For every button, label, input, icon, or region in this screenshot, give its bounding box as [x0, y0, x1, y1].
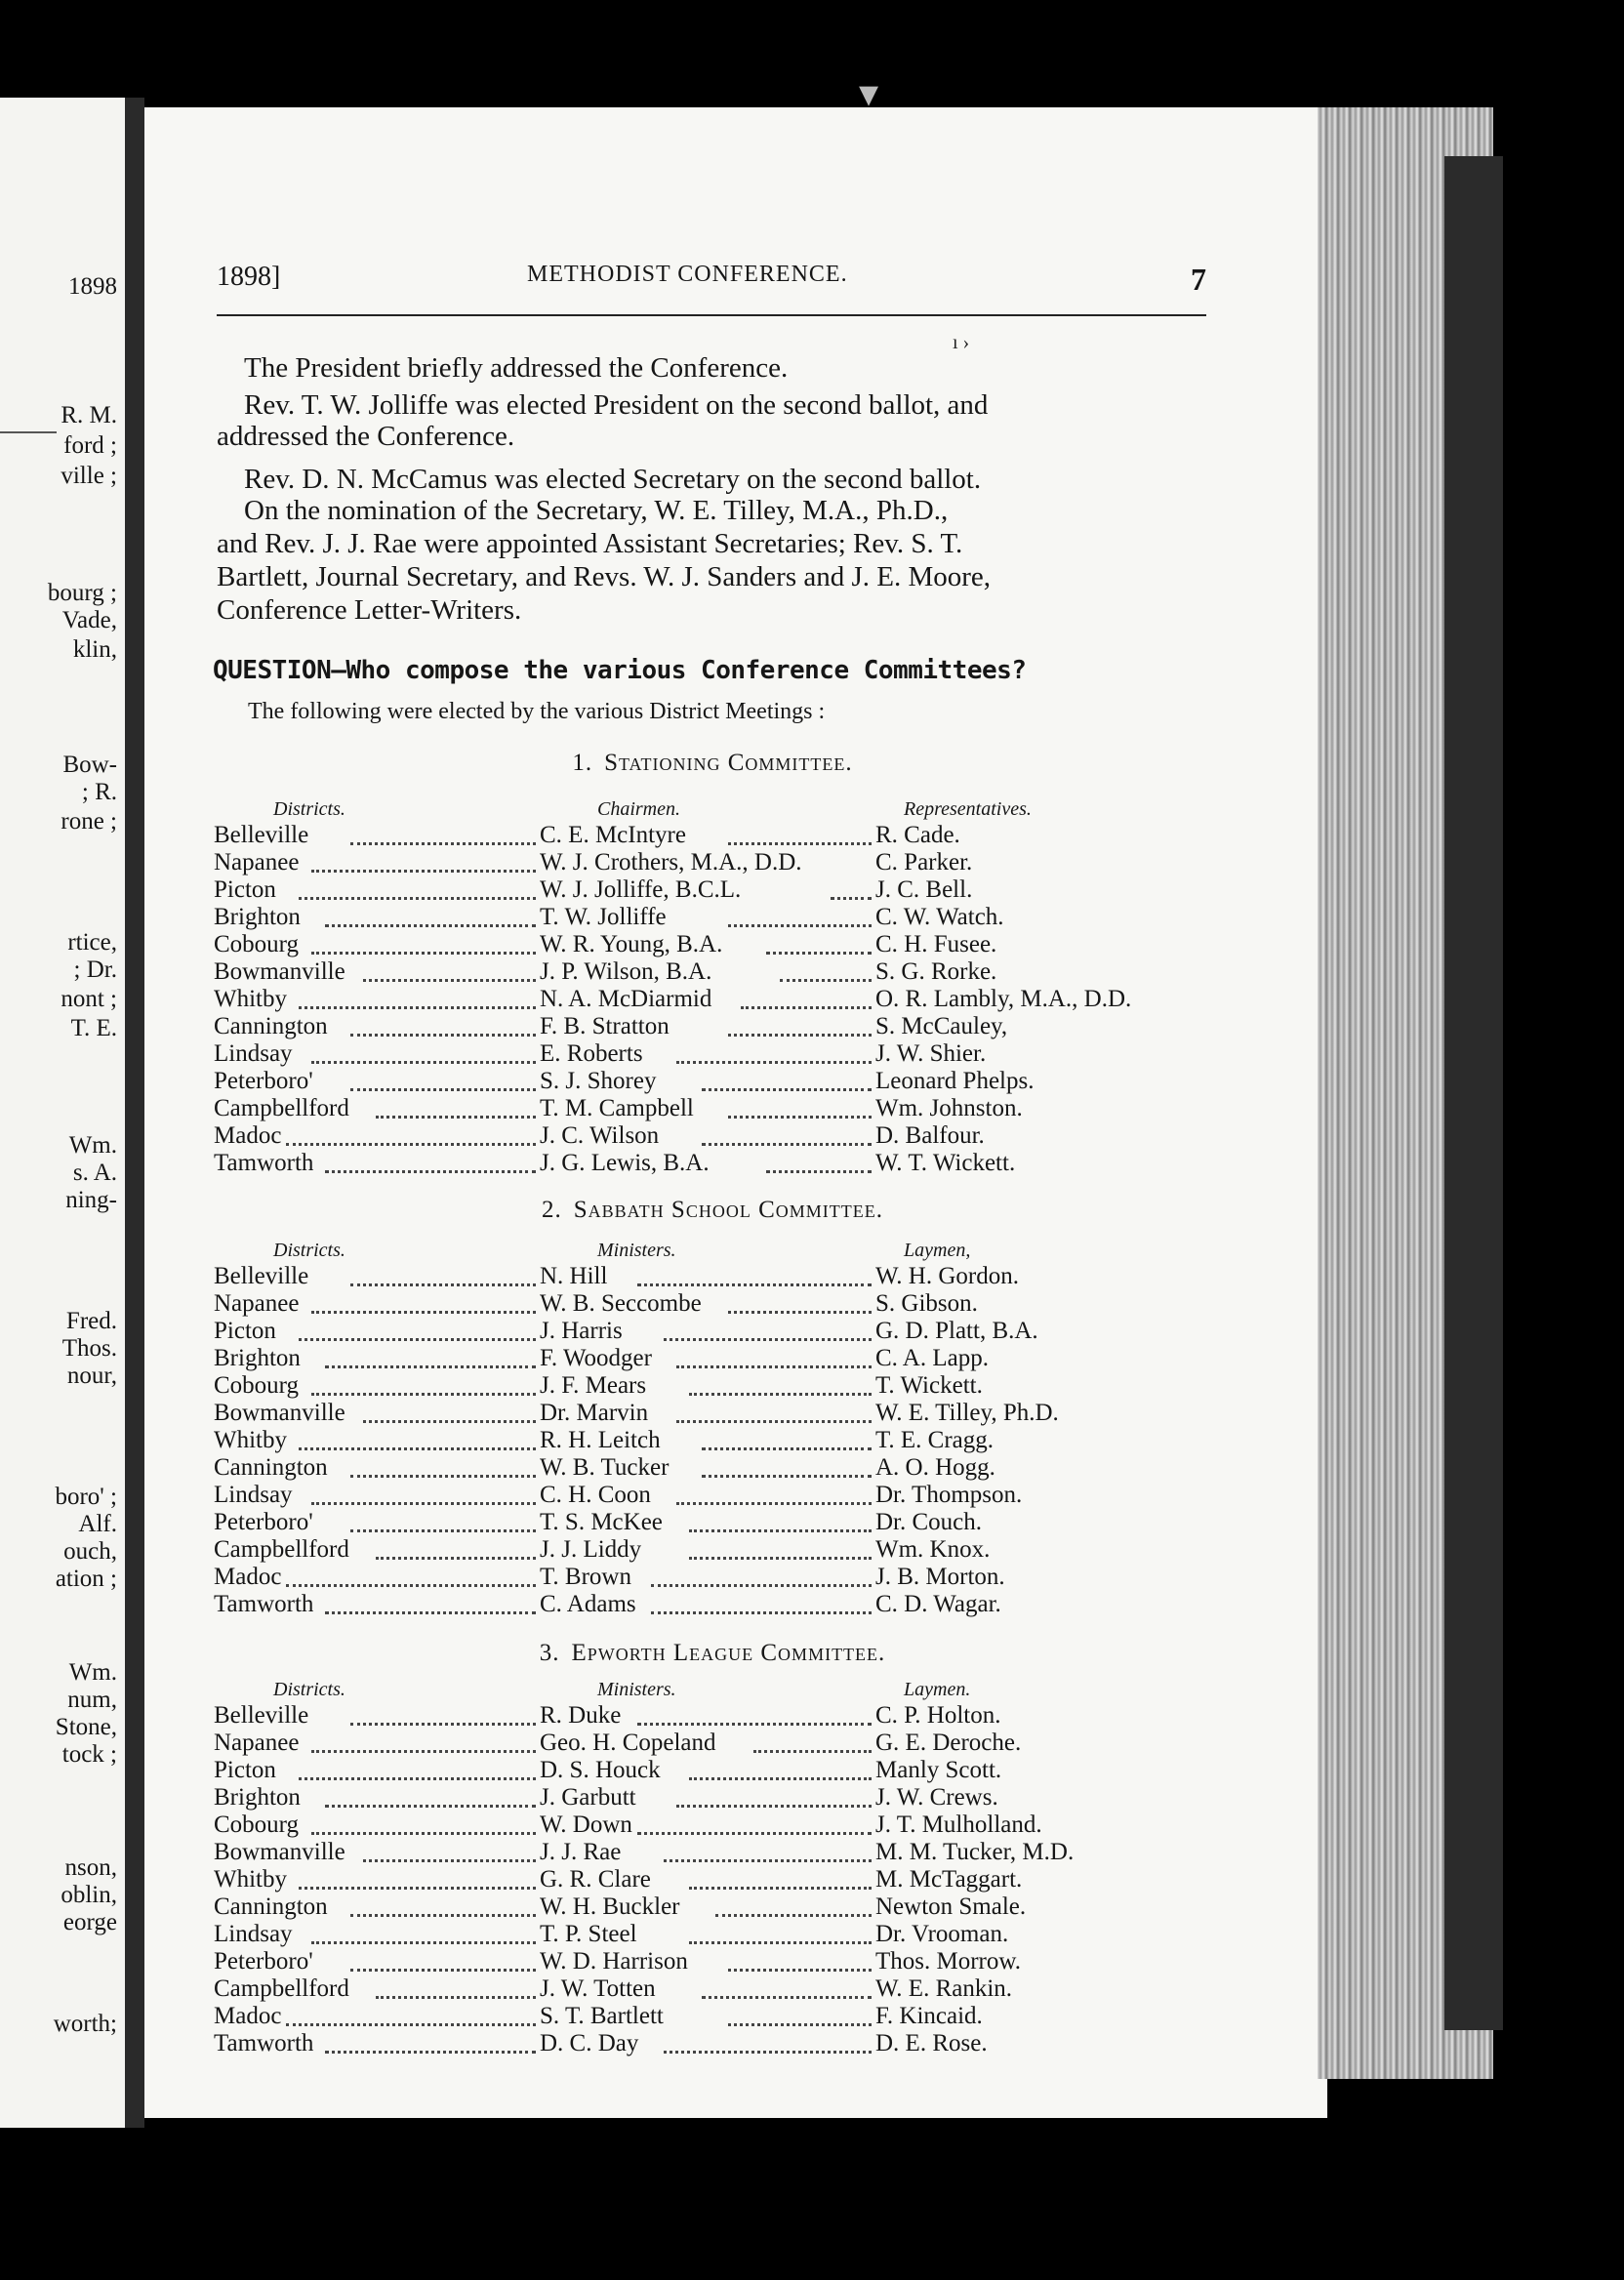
dot-leader: [299, 1859, 536, 1890]
dot-leader: [311, 1034, 536, 1064]
officer-cell: W. J. Crothers, M.A., D.D.: [540, 849, 802, 875]
paragraph-4-line-4: Conference Letter-Writers.: [217, 594, 522, 626]
dot-leader: [311, 1805, 536, 1835]
running-header: [217, 262, 1206, 303]
dot-leader: [689, 1365, 872, 1396]
dot-leader: [715, 1887, 872, 1917]
dot-leader: [311, 924, 536, 955]
district-cell: Peterboro': [214, 1509, 313, 1535]
dot-leader: [689, 1750, 872, 1780]
committee-number: 1.: [572, 750, 593, 776]
representative-cell: D. E. Rose.: [875, 2030, 988, 2056]
previous-page-fragment: Wm.: [68, 1132, 117, 1159]
officer-cell: W. Down: [540, 1812, 632, 1838]
officer-cell: C. H. Coon: [540, 1482, 651, 1508]
dot-leader: [350, 1447, 536, 1478]
paragraph-4-line-3: Bartlett, Journal Secretary, and Revs. W. J. Sanders and J. E. Moore,: [217, 561, 992, 592]
representative-cell: A. O. Hogg.: [875, 1454, 995, 1481]
representative-cell: C. H. Fusee.: [875, 931, 997, 957]
representative-cell: R. Cade.: [875, 822, 960, 848]
representative-cell: W. H. Gordon.: [875, 1263, 1019, 1289]
dot-leader: [311, 1914, 536, 1944]
representative-cell: Dr. Thompson.: [875, 1482, 1023, 1508]
table-row: [214, 1591, 1209, 1618]
district-cell: Napanee: [214, 1730, 300, 1756]
paragraph-4-line-2: and Rev. J. J. Rae were appointed Assistant Secretaries; Rev. S. T.: [217, 528, 963, 559]
dot-leader: [728, 815, 872, 845]
dot-leader: [702, 1116, 872, 1146]
table-row: [214, 1150, 1209, 1177]
dot-leader: [350, 815, 536, 845]
previous-page-fragment: ning-: [65, 1187, 117, 1213]
committee-number: 3.: [539, 1640, 560, 1666]
district-cell: Brighton: [214, 904, 301, 930]
previous-page-fragment: boro' ;: [55, 1484, 117, 1510]
district-cell: Lindsay: [214, 1921, 293, 1947]
previous-page-rule: [0, 431, 57, 433]
officer-cell: J. G. Lewis, B.A.: [540, 1150, 710, 1176]
dot-leader: [664, 1832, 872, 1862]
officer-cell: J. Garbutt: [540, 1784, 636, 1811]
dot-leader: [741, 979, 872, 1009]
previous-page-fragment: ville ;: [61, 463, 117, 489]
dot-leader: [350, 1941, 536, 1972]
representative-cell: Wm. Knox.: [875, 1536, 991, 1563]
previous-page-fragment: ation ;: [55, 1566, 117, 1592]
representative-cell: J. T. Mulholland.: [875, 1812, 1042, 1838]
dot-leader: [651, 1557, 872, 1587]
district-cell: Belleville: [214, 822, 309, 848]
header-rule: [217, 314, 1206, 316]
dot-leader: [376, 1529, 536, 1560]
committee-name: Epworth League Committee.: [571, 1640, 886, 1666]
representative-cell: T. Wickett.: [875, 1372, 983, 1399]
officer-cell: C. Adams: [540, 1591, 636, 1617]
officer-cell: Geo. H. Copeland: [540, 1730, 716, 1756]
dot-leader: [363, 1393, 536, 1423]
previous-page-fragment: ; Dr.: [73, 957, 117, 983]
district-cell: Picton: [214, 1318, 276, 1344]
committee-title: [0, 1197, 1425, 1224]
district-cell: Picton: [214, 876, 276, 903]
previous-page-fragment: Thos.: [61, 1335, 117, 1362]
district-cell: Bowmanville: [214, 1839, 345, 1865]
dot-leader: [676, 1777, 872, 1808]
dot-leader: [350, 1502, 536, 1532]
dot-leader: [780, 952, 872, 982]
officer-cell: S. T. Bartlett: [540, 2003, 664, 2029]
officer-cell: D. C. Day: [540, 2030, 639, 2056]
district-cell: Campbellford: [214, 1536, 349, 1563]
dot-leader: [676, 1393, 872, 1423]
dot-leader: [689, 1529, 872, 1560]
column-header: Ministers.: [597, 1679, 676, 1700]
district-cell: Campbellford: [214, 1975, 349, 2002]
dot-leader: [753, 1723, 872, 1753]
representative-cell: S. McCauley,: [875, 1013, 1008, 1039]
committee-name: Stationing Committee.: [604, 750, 853, 776]
dot-leader: [689, 1914, 872, 1944]
dot-leader: [702, 1061, 872, 1091]
representative-cell: J. B. Morton.: [875, 1564, 1005, 1590]
dot-leader: [728, 1283, 872, 1314]
district-cell: Cobourg: [214, 1372, 300, 1399]
representative-cell: T. E. Cragg.: [875, 1427, 995, 1453]
officer-cell: J. Harris: [540, 1318, 623, 1344]
officer-cell: J. P. Wilson, B.A.: [540, 958, 712, 985]
dot-leader: [728, 1006, 872, 1037]
dot-leader: [350, 1256, 536, 1286]
dot-leader: [325, 1777, 536, 1808]
representative-cell: J. C. Bell.: [875, 876, 973, 903]
officer-cell: F. B. Stratton: [540, 1013, 670, 1039]
officer-cell: C. E. McIntyre: [540, 822, 686, 848]
district-cell: Whitby: [214, 1866, 287, 1893]
representative-cell: J. W. Crews.: [875, 1784, 998, 1811]
district-cell: Lindsay: [214, 1482, 293, 1508]
officer-cell: W. B. Seccombe: [540, 1290, 702, 1317]
district-cell: Bowmanville: [214, 958, 345, 985]
previous-page-fragment: Wm.: [68, 1659, 117, 1686]
paragraph-1: The President briefly addressed the Conference.: [244, 352, 789, 384]
intro-line: The following were elected by the various District Meetings :: [248, 699, 826, 724]
representative-cell: Leonard Phelps.: [875, 1068, 1035, 1094]
dot-leader: [299, 1750, 536, 1780]
header-title: METHODIST CONFERENCE.: [527, 262, 848, 287]
dot-leader: [325, 1143, 536, 1173]
column-header: Ministers.: [597, 1240, 676, 1261]
district-cell: Picton: [214, 1757, 276, 1783]
paragraph-3: Rev. D. N. McCamus was elected Secretary on the second ballot.: [244, 464, 982, 495]
officer-cell: E. Roberts: [540, 1040, 643, 1067]
previous-page-fragment: rtice,: [67, 929, 117, 956]
dot-leader: [766, 1143, 872, 1173]
officer-cell: W. D. Harrison: [540, 1948, 688, 1975]
officer-cell: J. F. Mears: [540, 1372, 647, 1399]
book-gutter: [125, 98, 144, 2128]
representative-cell: Dr. Couch.: [875, 1509, 983, 1535]
officer-cell: J. W. Totten: [540, 1975, 656, 2002]
previous-page-fragment: Stone,: [55, 1714, 117, 1740]
dot-leader: [637, 1695, 872, 1726]
column-header: Laymen,: [904, 1240, 971, 1261]
dot-leader: [376, 1088, 536, 1119]
previous-page-fragment: rone ;: [61, 808, 117, 835]
dot-leader: [350, 1887, 536, 1917]
dot-leader: [676, 1034, 872, 1064]
officer-cell: T. P. Steel: [540, 1921, 637, 1947]
dot-leader: [728, 897, 872, 927]
district-cell: Lindsay: [214, 1040, 293, 1067]
question-heading: QUESTION—Who compose the various Conference Committees?: [213, 656, 1027, 685]
officer-cell: T. M. Campbell: [540, 1095, 694, 1121]
table-row: [214, 2030, 1209, 2057]
previous-page-fragment: s. A.: [72, 1160, 117, 1186]
pencil-mark: ı ›: [953, 332, 970, 353]
dot-leader: [350, 1061, 536, 1091]
previous-page-fragment: ford ;: [63, 432, 117, 459]
column-header: Laymen.: [904, 1679, 971, 1700]
dot-leader: [299, 979, 536, 1009]
representative-cell: C. W. Watch.: [875, 904, 1004, 930]
representative-cell: J. W. Shier.: [875, 1040, 987, 1067]
officer-cell: G. R. Clare: [540, 1866, 651, 1893]
district-cell: Belleville: [214, 1263, 309, 1289]
representative-cell: Wm. Johnston.: [875, 1095, 1023, 1121]
officer-cell: D. S. Houck: [540, 1757, 661, 1783]
column-header: Districts.: [273, 1240, 345, 1261]
district-cell: Peterboro': [214, 1948, 313, 1975]
previous-page-fragment: oblin,: [61, 1882, 117, 1908]
representative-cell: C. A. Lapp.: [875, 1345, 989, 1371]
previous-page-fragment: nont ;: [61, 986, 117, 1012]
previous-page-fragment: Bow-: [62, 752, 117, 778]
dot-leader: [286, 1557, 536, 1587]
committee-title: [0, 750, 1425, 777]
district-cell: Peterboro': [214, 1068, 313, 1094]
column-header: Districts.: [273, 798, 345, 820]
representative-cell: G. E. Deroche.: [875, 1730, 1022, 1756]
dot-leader: [286, 1996, 536, 2026]
previous-page-fragment: R. M.: [61, 402, 117, 428]
district-cell: Cobourg: [214, 931, 300, 957]
previous-page-fragment: T. E.: [70, 1015, 117, 1041]
district-cell: Cannington: [214, 1893, 328, 1920]
previous-page-fragment: eorge: [62, 1909, 117, 1935]
district-cell: Tamworth: [214, 2030, 314, 2056]
officer-cell: F. Woodger: [540, 1345, 652, 1371]
officer-cell: W. J. Jolliffe, B.C.L.: [540, 876, 742, 903]
district-cell: Tamworth: [214, 1150, 314, 1176]
paragraph-2-line-2: addressed the Conference.: [217, 421, 515, 452]
officer-cell: W. H. Buckler: [540, 1893, 680, 1920]
dot-leader: [702, 1420, 872, 1450]
dot-leader: [311, 1365, 536, 1396]
dot-leader: [286, 1116, 536, 1146]
officer-cell: T. Brown: [540, 1564, 631, 1590]
dot-leader: [637, 1256, 872, 1286]
officer-cell: S. J. Shorey: [540, 1068, 657, 1094]
dot-leader: [702, 1447, 872, 1478]
dot-leader: [299, 1311, 536, 1341]
district-cell: Cobourg: [214, 1812, 300, 1838]
district-cell: Napanee: [214, 849, 300, 875]
previous-page-fragment: tock ;: [61, 1741, 117, 1768]
dot-leader: [363, 952, 536, 982]
dot-leader: [676, 1475, 872, 1505]
representative-cell: S. G. Rorke.: [875, 958, 997, 985]
officer-cell: Dr. Marvin: [540, 1400, 649, 1426]
dot-leader: [728, 1996, 872, 2026]
district-cell: Whitby: [214, 986, 287, 1012]
district-cell: Belleville: [214, 1702, 309, 1729]
representative-cell: C. Parker.: [875, 849, 973, 875]
dot-leader: [637, 1805, 872, 1835]
previous-page-fragment: bourg ;: [47, 580, 117, 606]
column-header: Chairmen.: [597, 798, 680, 820]
table-row: [214, 1068, 1209, 1095]
district-cell: Brighton: [214, 1345, 301, 1371]
dot-leader: [311, 1283, 536, 1314]
dot-leader: [651, 1584, 872, 1614]
previous-page-fragment: worth;: [53, 2011, 117, 2037]
officer-cell: T. S. McKee: [540, 1509, 663, 1535]
previous-page-fragment: num,: [67, 1687, 117, 1713]
district-cell: Cannington: [214, 1013, 328, 1039]
previous-page-fragment: nour,: [66, 1363, 117, 1389]
dot-leader: [350, 1695, 536, 1726]
representative-cell: Manly Scott.: [875, 1757, 1002, 1783]
officer-cell: N. Hill: [540, 1263, 608, 1289]
dot-leader: [325, 2023, 536, 2054]
representative-cell: D. Balfour.: [875, 1122, 985, 1149]
dot-leader: [376, 1969, 536, 1999]
book-cover-edge: [1444, 156, 1503, 2030]
dot-leader: [350, 1006, 536, 1037]
dot-leader: [831, 870, 872, 900]
committee-number: 2.: [542, 1197, 562, 1223]
officer-cell: W. R. Young, B.A.: [540, 931, 723, 957]
representative-cell: Thos. Morrow.: [875, 1948, 1022, 1975]
representative-cell: W. E. Rankin.: [875, 1975, 1013, 2002]
district-cell: Tamworth: [214, 1591, 314, 1617]
column-header: Representatives.: [904, 798, 1032, 820]
dot-leader: [311, 1723, 536, 1753]
district-cell: Madoc: [214, 1122, 282, 1149]
previous-page-fragment: ouch,: [63, 1538, 117, 1565]
representative-cell: C. D. Wagar.: [875, 1591, 1001, 1617]
representative-cell: S. Gibson.: [875, 1290, 978, 1317]
representative-cell: O. R. Lambly, M.A., D.D.: [875, 986, 1132, 1012]
dot-leader: [325, 897, 536, 927]
page-number: 7: [1191, 262, 1206, 297]
officer-cell: R. Duke: [540, 1702, 622, 1729]
representative-cell: C. P. Holton.: [875, 1702, 1001, 1729]
previous-page-fragment: Vade,: [61, 607, 117, 633]
committee-name: Sabbath School Committee.: [573, 1197, 883, 1223]
previous-page-fragment: 1898: [68, 273, 117, 300]
previous-page-edge: [0, 98, 125, 2128]
officer-cell: J. J. Liddy: [540, 1536, 642, 1563]
dot-leader: [689, 1859, 872, 1890]
dot-leader: [325, 1338, 536, 1368]
dot-leader: [311, 842, 536, 873]
paragraph-4-line-1: On the nomination of the Secretary, W. E. Tilley, M.A., Ph.D.,: [244, 495, 949, 526]
district-cell: Madoc: [214, 1564, 282, 1590]
dot-leader: [689, 1502, 872, 1532]
column-header: Districts.: [273, 1679, 345, 1700]
representative-cell: M. McTaggart.: [875, 1866, 1023, 1893]
previous-page-fragment: klin,: [72, 636, 117, 663]
dot-leader: [325, 1584, 536, 1614]
dot-leader: [728, 1941, 872, 1972]
representative-cell: M. M. Tucker, M.D.: [875, 1839, 1075, 1865]
representative-cell: F. Kincaid.: [875, 2003, 983, 2029]
officer-cell: J. C. Wilson: [540, 1122, 660, 1149]
dot-leader: [676, 1338, 872, 1368]
representative-cell: G. D. Platt, B.A.: [875, 1318, 1038, 1344]
dot-leader: [363, 1832, 536, 1862]
district-cell: Whitby: [214, 1427, 287, 1453]
officer-cell: R. H. Leitch: [540, 1427, 661, 1453]
district-cell: Cannington: [214, 1454, 328, 1481]
ink-blot: ▾: [859, 71, 879, 115]
officer-cell: J. J. Rae: [540, 1839, 622, 1865]
representative-cell: W. T. Wickett.: [875, 1150, 1016, 1176]
dot-leader: [299, 1420, 536, 1450]
district-cell: Campbellford: [214, 1095, 349, 1121]
officer-cell: N. A. McDiarmid: [540, 986, 712, 1012]
dot-leader: [311, 1475, 536, 1505]
previous-page-fragment: Alf.: [78, 1511, 117, 1537]
dot-leader: [766, 924, 872, 955]
officer-cell: T. W. Jolliffe: [540, 904, 667, 930]
previous-page-fragment: nson,: [64, 1854, 117, 1881]
paragraph-2-line-1: Rev. T. W. Jolliffe was elected President on the second ballot, and: [244, 389, 989, 421]
dot-leader: [299, 870, 536, 900]
district-cell: Bowmanville: [214, 1400, 345, 1426]
officer-cell: W. B. Tucker: [540, 1454, 670, 1481]
representative-cell: Newton Smale.: [875, 1893, 1027, 1920]
representative-cell: Dr. Vrooman.: [875, 1921, 1009, 1947]
header-year: 1898]: [217, 262, 281, 292]
dot-leader: [728, 1088, 872, 1119]
previous-page-fragment: ; R.: [81, 779, 117, 805]
dot-leader: [664, 2023, 872, 2054]
district-cell: Napanee: [214, 1290, 300, 1317]
dot-leader: [664, 1311, 872, 1341]
previous-page-fragment: Fred.: [65, 1308, 117, 1334]
district-cell: Madoc: [214, 2003, 282, 2029]
dot-leader: [702, 1969, 872, 1999]
representative-cell: W. E. Tilley, Ph.D.: [875, 1400, 1059, 1426]
district-cell: Brighton: [214, 1784, 301, 1811]
committee-title: [0, 1640, 1425, 1667]
